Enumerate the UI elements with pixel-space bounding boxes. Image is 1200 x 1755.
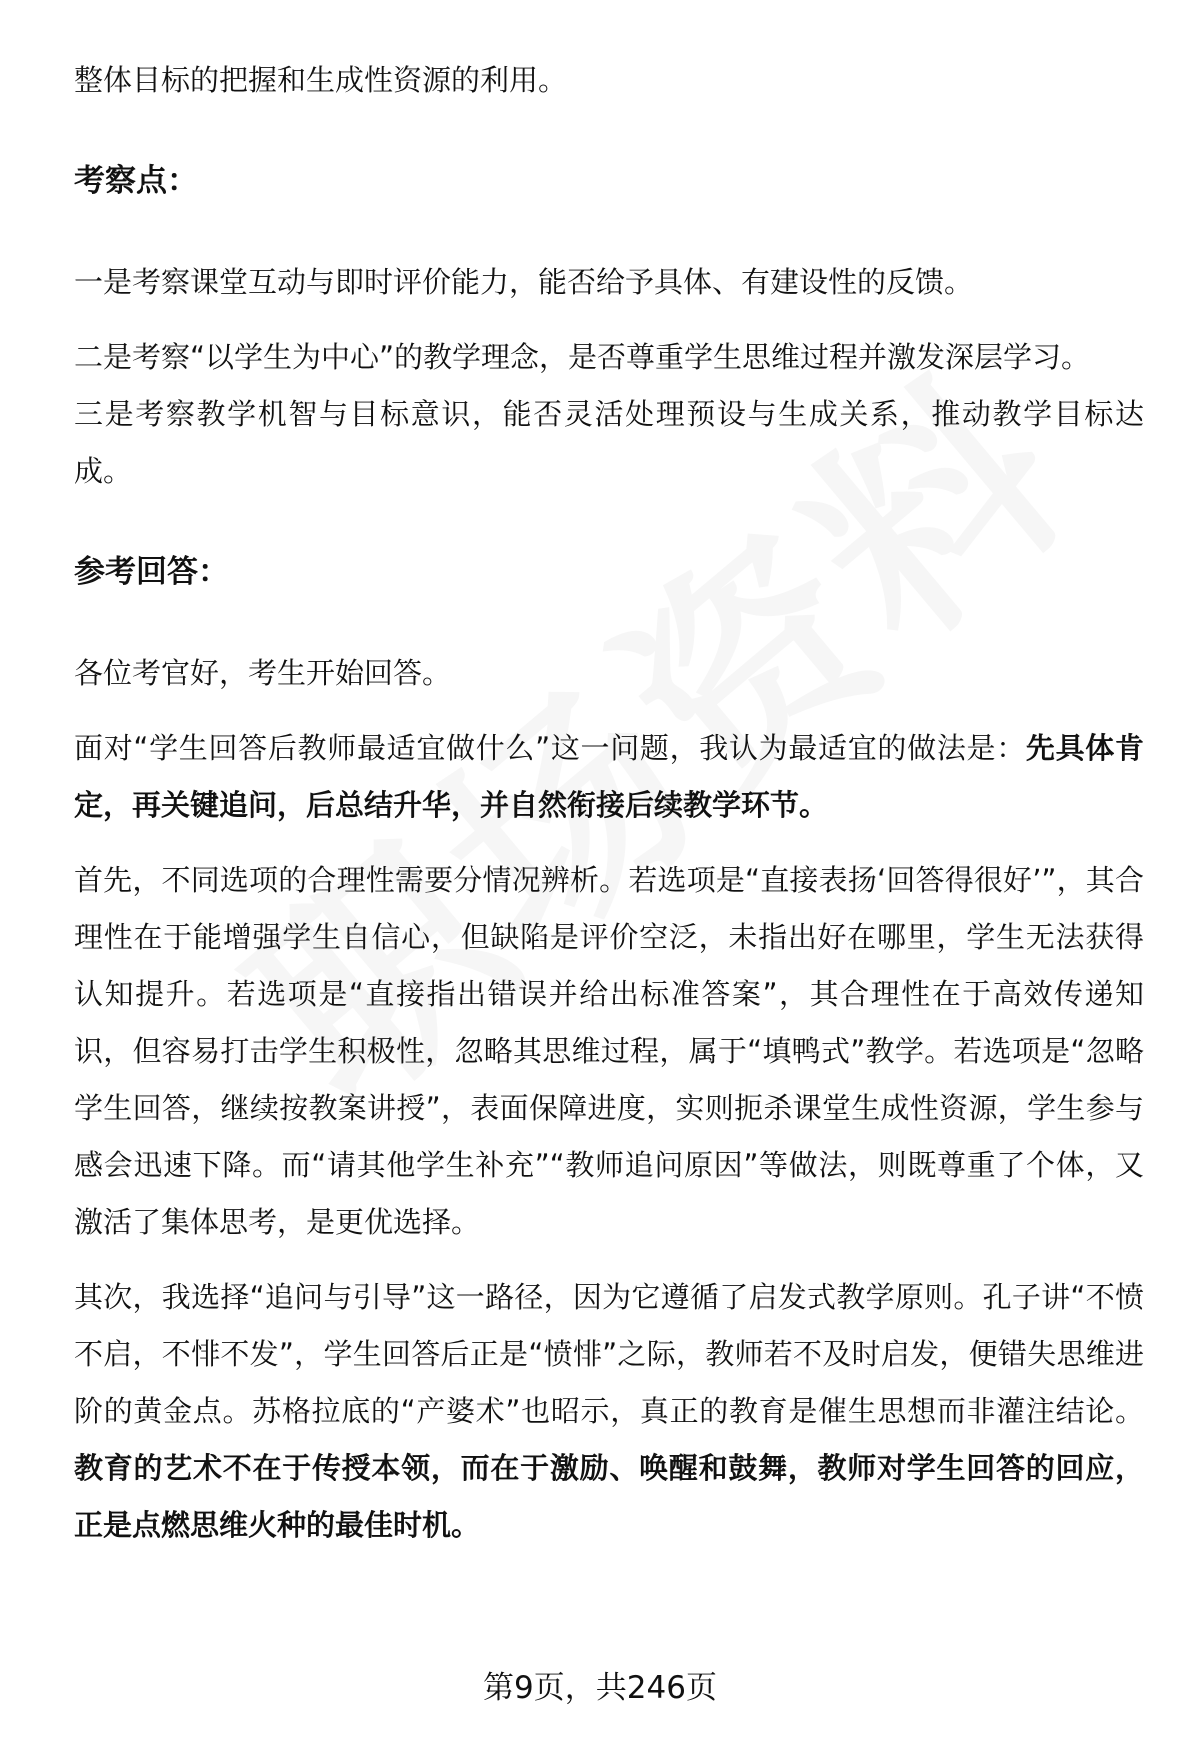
answer-paragraph-3-text: 其次，我选择“追问与引导”这一路径，因为它遵循了启发式教学原则。孔子讲“不愤不启，不悱不发”，学生回答后正是“愤悱”之际，教师若不及时启发，便错失思维进阶的黄金点。苏格拉底的“产婆术”也昭示，真正的教育是催生思想而非灌注结论。 xyxy=(74,1280,1144,1428)
inspection-point-3: 三是考察教学机智与目标意识，能否灵活处理预设与生成关系，推动教学目标达成。 xyxy=(74,397,1144,488)
intro-tail: 整体目标的把握和生成性资源的利用。 xyxy=(74,63,568,97)
answer-paragraph-1-emphasis: 先具体肯定，再关键追问，后总结升华，并自然衔接后续教学环节。 xyxy=(74,731,1144,822)
answer-paragraph-1-text: 面对“学生回答后教师最适宜做什么”这一问题，我认为最适宜的做法是： xyxy=(74,731,1026,765)
answer-greeting: 各位考官好，考生开始回答。 xyxy=(74,656,452,690)
inspection-heading: 考察点： xyxy=(74,163,198,199)
answer-paragraph-3-emphasis: 教育的艺术不在于传授本领，而在于激励、唤醒和鼓舞，教师对学生回答的回应，正是点燃思维火种的最佳时机。 xyxy=(74,1451,1144,1542)
answer-paragraph-1 xyxy=(74,720,1144,834)
document-body xyxy=(74,52,1144,1554)
answer-heading: 参考回答： xyxy=(74,554,229,590)
inspection-point-1: 一是考察课堂互动与即时评价能力，能否给予具体、有建设性的反馈。 xyxy=(74,265,974,299)
page-number: 第9页，共246页 xyxy=(483,1670,717,1706)
inspection-point-2: 二是考察“以学生为中心”的教学理念，是否尊重学生思维过程并激发深层学习。 xyxy=(74,340,1091,374)
answer-paragraph-2: 首先，不同选项的合理性需要分情况辨析。若选项是“直接表扬‘回答得很好’”，其合理性在于能增强学生自信心，但缺陷是评价空泛，未指出好在哪里，学生无法获得认知提升。若选项是“直接指出错误并给出标准答案”，其合理性在于高效传递知识，但容易打击学生积极性，忽略其思维过程，属于“填鸭式”教学。若选项是“忽略学生回答，继续按教案讲授”，表面保障进度，实则扼杀课堂生成性资源，学生参与感会迅速下降。而“请其他学生补充”“教师追问原因”等做法，则既尊重了个体，又激活了集体思考，是更优选择。 xyxy=(74,863,1144,1239)
answer-paragraph-3 xyxy=(74,1269,1144,1554)
